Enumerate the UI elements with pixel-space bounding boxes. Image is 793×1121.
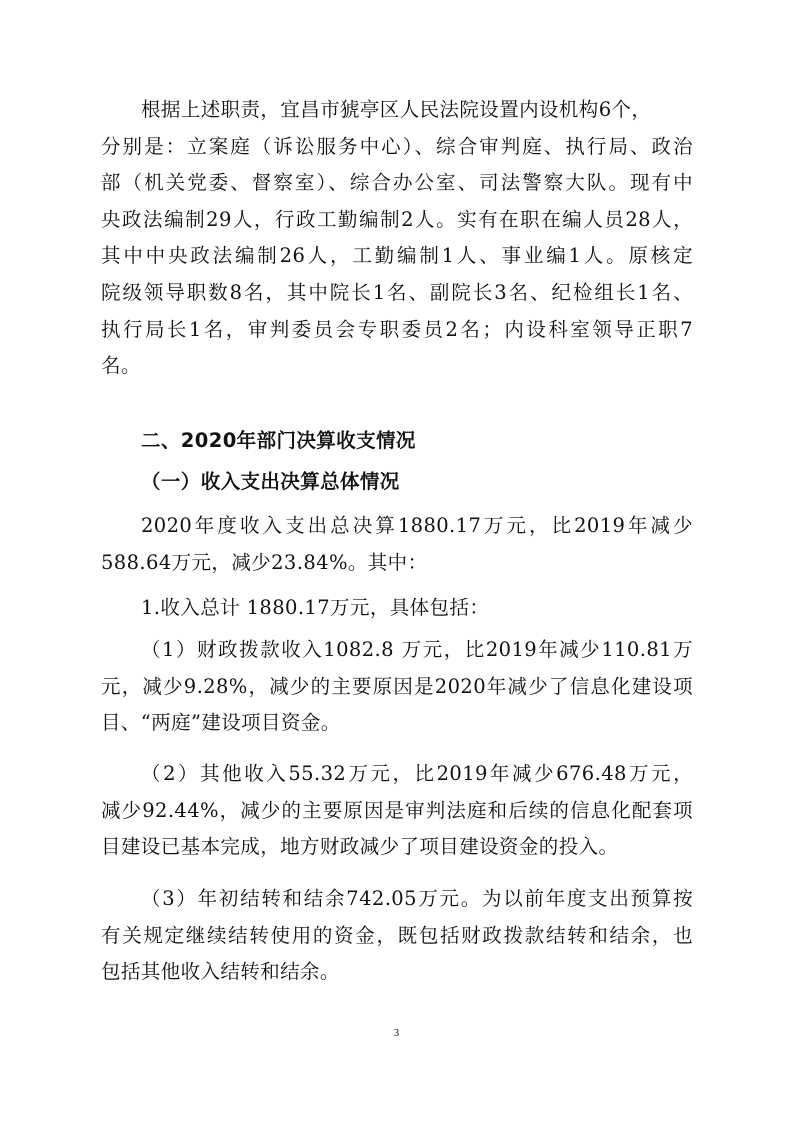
paragraph-line: 包括其他收入结转和结余。 <box>101 960 340 984</box>
paragraph-other-income <box>101 756 693 866</box>
paragraph-line: 2020年度收入支出总决算1880.17万元，比2019年减少 <box>141 514 693 537</box>
paragraph-line: 央政法编制29人，行政工勤编制2人。实有在职在编人员28人， <box>101 207 693 231</box>
paragraph-line: 减少92.44%，减少的主要原因是审判法庭和后续的信息化配套项 <box>101 798 693 822</box>
page-number: 3 <box>393 1027 400 1039</box>
paragraph-line: 其中中央政法编制26人，工勤编制1人、事业编1人。原核定 <box>101 244 693 268</box>
section-heading-text: 二、2020年部门决算收支情况 <box>141 429 416 452</box>
paragraph-carryover <box>101 881 693 991</box>
subsection-heading-text: （一）收入支出决算总体情况 <box>141 470 400 493</box>
paragraph-line: 部（机关党委、督察室）、综合办公室、司法警察大队。现有中 <box>101 171 693 195</box>
paragraph-fiscal-income <box>101 632 693 742</box>
subsection-heading <box>101 464 693 501</box>
paragraph-line: 分别是：立案庭（诉讼服务中心）、综合审判庭、执行局、政治 <box>101 134 693 158</box>
paragraph-line: 有关规定继续结转使用的资金，既包括财政拨款结转和结余，也 <box>101 923 693 947</box>
paragraph-line: （3）年初结转和结余742.05万元。为以前年度支出预算按 <box>141 887 693 910</box>
paragraph-line: （1）财政拨款收入1082.8 万元，比2019年减少110.81万 <box>141 638 693 661</box>
paragraph-line: 院级领导职数8名，其中院长1名、副院长3名、纪检组长1名、 <box>101 280 693 304</box>
paragraph-line: 元，减少9.28%，减少的主要原因是2020年减少了信息化建设项 <box>101 674 693 698</box>
paragraph-line: 588.64万元，减少23.84%。其中： <box>101 550 428 574</box>
paragraph-line: 目、“两庭”建设项目资金。 <box>101 711 341 735</box>
paragraph-income-total <box>101 590 693 627</box>
section-heading <box>101 423 693 460</box>
paragraph-line: 执行局长1名，审判委员会专职委员2名；内设科室领导正职7 <box>101 317 693 341</box>
paragraph-total <box>101 508 693 581</box>
paragraph-line: 目建设已基本完成，地方财政减少了项目建设资金的投入。 <box>101 835 619 859</box>
paragraph-line: （2）其他收入55.32万元，比2019年减少676.48万元， <box>141 762 693 785</box>
paragraph-line: 1.收入总计 1880.17万元，具体包括： <box>141 596 490 619</box>
paragraph-line: 根据上述职责，宜昌市猇亭区人民法院设置内设机构6个， <box>141 98 652 121</box>
paragraph-staffing <box>101 92 693 385</box>
paragraph-line: 名。 <box>101 354 141 378</box>
